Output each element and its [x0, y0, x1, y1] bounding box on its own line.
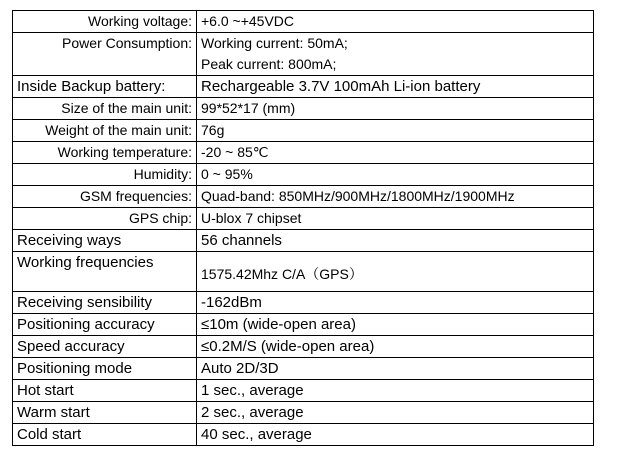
table-row	[13, 424, 594, 446]
spec-label-speed-accuracy: Speed accuracy	[13, 336, 197, 358]
spec-value-receiving-sensibility: -162dBm	[197, 292, 594, 314]
spec-value-positioning-mode: Auto 2D/3D	[197, 358, 594, 380]
spec-label-positioning-mode: Positioning mode	[13, 358, 197, 380]
table-row	[13, 120, 594, 142]
table-row	[13, 208, 594, 230]
table-row	[13, 252, 594, 292]
spec-label-gps-chip: GPS chip:	[13, 208, 197, 230]
table-row	[13, 164, 594, 186]
table-row	[13, 292, 594, 314]
spec-value-working-temperature: -20 ~ 85℃	[197, 142, 594, 164]
spec-value-hot-start: 1 sec., average	[197, 380, 594, 402]
spec-table-container	[12, 10, 594, 446]
spec-value-cold-start: 40 sec., average	[197, 424, 594, 446]
spec-value-humidity: 0 ~ 95%	[197, 164, 594, 186]
spec-label-gsm-frequencies: GSM frequencies:	[13, 186, 197, 208]
table-row	[13, 11, 594, 33]
spec-value-backup-battery: Rechargeable 3.7V 100mAh Li-ion battery	[197, 76, 594, 98]
spec-label-hot-start: Hot start	[13, 380, 197, 402]
spec-label-size: Size of the main unit:	[13, 98, 197, 120]
spec-label-weight: Weight of the main unit:	[13, 120, 197, 142]
spec-value-power-consumption	[197, 33, 594, 76]
table-row	[13, 76, 594, 98]
spec-value-positioning-accuracy: ≤10m (wide-open area)	[197, 314, 594, 336]
spec-label-positioning-accuracy: Positioning accuracy	[13, 314, 197, 336]
table-row	[13, 314, 594, 336]
spec-label-power-consumption: Power Consumption:	[13, 33, 197, 76]
spec-value-gps-chip: U-blox 7 chipset	[197, 208, 594, 230]
spec-label-cold-start: Cold start	[13, 424, 197, 446]
spec-value-size: 99*52*17 (mm)	[197, 98, 594, 120]
spec-label-working-voltage: Working voltage:	[13, 11, 197, 33]
spec-label-backup-battery: Inside Backup battery:	[13, 76, 197, 98]
spec-label-working-temperature: Working temperature:	[13, 142, 197, 164]
spec-value-gsm-frequencies: Quad-band: 850MHz/900MHz/1800MHz/1900MHz	[197, 186, 594, 208]
spec-label-warm-start: Warm start	[13, 402, 197, 424]
spec-value-peak-current: Peak current: 800mA;	[201, 56, 337, 72]
table-row	[13, 402, 594, 424]
spec-value-speed-accuracy: ≤0.2M/S (wide-open area)	[197, 336, 594, 358]
specification-table	[12, 10, 594, 446]
spec-value-working-current: Working current: 50mA;	[201, 35, 348, 51]
spec-value-weight: 76g	[197, 120, 594, 142]
table-row	[13, 380, 594, 402]
table-row	[13, 33, 594, 76]
spec-label-humidity: Humidity:	[13, 164, 197, 186]
table-row	[13, 336, 594, 358]
table-row	[13, 98, 594, 120]
spec-value-working-voltage: +6.0 ~+45VDC	[197, 11, 594, 33]
spec-value-receiving-ways: 56 channels	[197, 230, 594, 252]
spec-value-warm-start: 2 sec., average	[197, 402, 594, 424]
spec-label-receiving-sensibility: Receiving sensibility	[13, 292, 197, 314]
table-row	[13, 186, 594, 208]
spec-label-working-frequencies: Working frequencies	[13, 252, 197, 292]
table-row	[13, 142, 594, 164]
table-row	[13, 230, 594, 252]
spec-label-receiving-ways: Receiving ways	[13, 230, 197, 252]
spec-value-working-frequencies: 1575.42Mhz C/A（GPS）	[197, 252, 594, 292]
table-row	[13, 358, 594, 380]
